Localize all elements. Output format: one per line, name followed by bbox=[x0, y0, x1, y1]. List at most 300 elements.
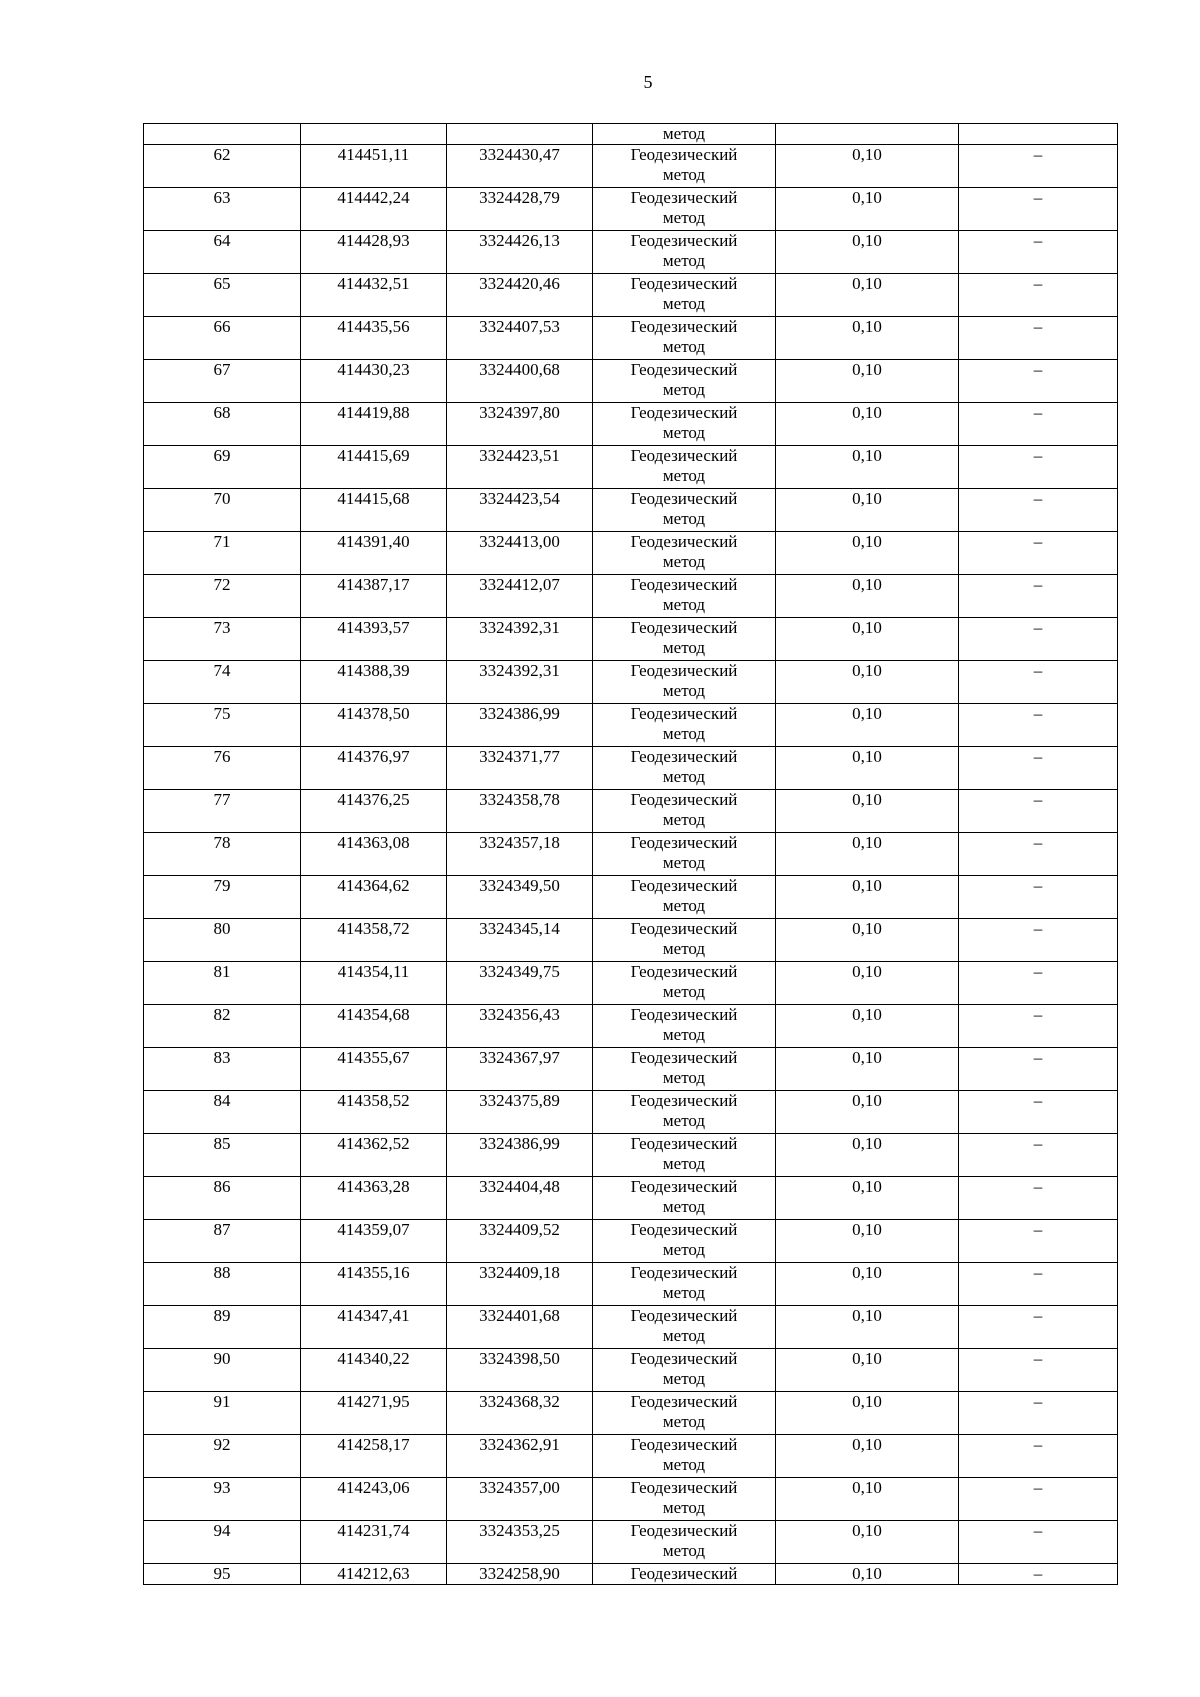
cell-y bbox=[447, 446, 593, 489]
cell-point-number-text: 86 bbox=[213, 1177, 231, 1196]
cell-point-number-text: 63 bbox=[213, 188, 231, 207]
cell-note bbox=[959, 489, 1118, 532]
cell-note-text: – bbox=[1033, 446, 1043, 465]
cell-x bbox=[301, 661, 447, 704]
cell-note bbox=[959, 1005, 1118, 1048]
cell-point-number bbox=[144, 1048, 301, 1091]
cell-y-text: 3324357,18 bbox=[479, 833, 560, 852]
cell-accuracy bbox=[776, 919, 959, 962]
cell-point-number-text: 93 bbox=[213, 1478, 231, 1497]
cell-accuracy-text: 0,10 bbox=[852, 661, 882, 680]
method-text: метод bbox=[662, 337, 706, 356]
cell-point-number-text: 67 bbox=[213, 360, 231, 379]
cell-note bbox=[959, 1091, 1118, 1134]
cell-point-number-text: 76 bbox=[213, 747, 231, 766]
cell-x-text: 414387,17 bbox=[337, 575, 410, 594]
method-text: Геодезический bbox=[630, 1177, 738, 1196]
cell-note bbox=[959, 1263, 1118, 1306]
cell-method bbox=[593, 962, 776, 1005]
cell-x-text: 414358,72 bbox=[337, 919, 410, 938]
table-row bbox=[144, 1435, 1118, 1478]
cell-method bbox=[593, 919, 776, 962]
cell-note bbox=[959, 919, 1118, 962]
cell-y bbox=[447, 833, 593, 876]
cell-note-text: – bbox=[1033, 403, 1043, 422]
cell-method bbox=[593, 1306, 776, 1349]
cell-point-number-text: 68 bbox=[213, 403, 231, 422]
cell-accuracy bbox=[776, 360, 959, 403]
table-row bbox=[144, 145, 1118, 188]
cell-point-number-text: 66 bbox=[213, 317, 231, 336]
cell-point-number-text: 80 bbox=[213, 919, 231, 938]
cell-point-number bbox=[144, 1521, 301, 1564]
cell-y-text: 3324349,75 bbox=[479, 962, 560, 981]
cell-accuracy bbox=[776, 1521, 959, 1564]
cell-method bbox=[593, 317, 776, 360]
cell-x bbox=[301, 1564, 447, 1585]
method-text: Геодезический bbox=[630, 876, 738, 895]
cell-y-text: 3324353,25 bbox=[479, 1521, 560, 1540]
cell-method bbox=[593, 124, 776, 145]
method-text: метод bbox=[662, 982, 706, 1001]
cell-method bbox=[593, 489, 776, 532]
cell-point-number-text: 74 bbox=[213, 661, 231, 680]
continuation-row bbox=[144, 124, 1118, 145]
cell-x-text: 414347,41 bbox=[337, 1306, 410, 1325]
cell-x-text: 414428,93 bbox=[337, 231, 410, 250]
cell-note bbox=[959, 360, 1118, 403]
cell-point-number bbox=[144, 962, 301, 1005]
cell-point-number bbox=[144, 1220, 301, 1263]
method-text: Геодезический bbox=[630, 403, 738, 422]
cell-y bbox=[447, 618, 593, 661]
table-row bbox=[144, 747, 1118, 790]
cell-y-text: 3324258,90 bbox=[479, 1564, 560, 1583]
cell-y bbox=[447, 317, 593, 360]
cell-point-number bbox=[144, 274, 301, 317]
cell-note-text: – bbox=[1033, 1048, 1043, 1067]
cell-y bbox=[447, 962, 593, 1005]
method-text: Геодезический bbox=[630, 317, 738, 336]
cell-accuracy-text: 0,10 bbox=[852, 231, 882, 250]
cell-accuracy-text: 0,10 bbox=[852, 618, 882, 637]
page-number: 5 bbox=[643, 72, 653, 92]
cell-x bbox=[301, 1521, 447, 1564]
cell-x-text: 414435,56 bbox=[337, 317, 410, 336]
cell-note bbox=[959, 1306, 1118, 1349]
cell-x-text: 414363,08 bbox=[337, 833, 410, 852]
cell-accuracy-text: 0,10 bbox=[852, 704, 882, 723]
cell-point-number-text: 64 bbox=[213, 231, 231, 250]
cell-y bbox=[447, 876, 593, 919]
cell-accuracy bbox=[776, 618, 959, 661]
method-text: метод bbox=[662, 380, 706, 399]
cell-accuracy bbox=[776, 1220, 959, 1263]
method-text: метод bbox=[662, 251, 706, 270]
cell-x bbox=[301, 489, 447, 532]
cell-note-text: – bbox=[1033, 1091, 1043, 1110]
method-text: метод bbox=[662, 1240, 706, 1259]
cell-point-number bbox=[144, 790, 301, 833]
method-text: Геодезический bbox=[630, 188, 738, 207]
cell-note-text: – bbox=[1033, 360, 1043, 379]
cell-x-text: 414376,97 bbox=[337, 747, 410, 766]
method-text: Геодезический bbox=[630, 575, 738, 594]
cell-point-number bbox=[144, 360, 301, 403]
cell-y-text: 3324412,07 bbox=[479, 575, 560, 594]
cell-y bbox=[447, 145, 593, 188]
cell-accuracy bbox=[776, 274, 959, 317]
cell-point-number-text: 92 bbox=[213, 1435, 231, 1454]
cell-point-number-text: 87 bbox=[213, 1220, 231, 1239]
cell-accuracy-text: 0,10 bbox=[852, 1263, 882, 1282]
method-text: Геодезический bbox=[630, 747, 738, 766]
cell-note bbox=[959, 1048, 1118, 1091]
method-text: Геодезический bbox=[630, 446, 738, 465]
cell-point-number-text: 65 bbox=[213, 274, 231, 293]
cell-accuracy bbox=[776, 1005, 959, 1048]
cell-y bbox=[447, 489, 593, 532]
cell-point-number-text: 81 bbox=[213, 962, 231, 981]
cell-y bbox=[447, 661, 593, 704]
cell-accuracy bbox=[776, 1392, 959, 1435]
method-text: метод bbox=[662, 1283, 706, 1302]
cell-x bbox=[301, 876, 447, 919]
cell-method bbox=[593, 1220, 776, 1263]
cell-x bbox=[301, 1306, 447, 1349]
cell-y bbox=[447, 1564, 593, 1585]
cell-accuracy bbox=[776, 661, 959, 704]
cell-point-number-text: 70 bbox=[213, 489, 231, 508]
cell-accuracy-text: 0,10 bbox=[852, 1349, 882, 1368]
cell-point-number-text: 95 bbox=[213, 1564, 231, 1583]
cell-method bbox=[593, 704, 776, 747]
cell-x bbox=[301, 1478, 447, 1521]
cell-x-text: 414231,74 bbox=[337, 1521, 410, 1540]
cell-x bbox=[301, 317, 447, 360]
cell-point-number-text: 62 bbox=[213, 145, 231, 164]
cell-accuracy bbox=[776, 1048, 959, 1091]
coordinates-table bbox=[143, 123, 1118, 1585]
table-row bbox=[144, 618, 1118, 661]
cell-accuracy-text: 0,10 bbox=[852, 1134, 882, 1153]
cell-accuracy bbox=[776, 446, 959, 489]
cell-x-text: 414271,95 bbox=[337, 1392, 410, 1411]
cell-accuracy bbox=[776, 532, 959, 575]
method-text: метод bbox=[662, 681, 706, 700]
cell-accuracy bbox=[776, 1177, 959, 1220]
table-row bbox=[144, 446, 1118, 489]
cell-accuracy-text: 0,10 bbox=[852, 747, 882, 766]
cell-point-number-text: 84 bbox=[213, 1091, 231, 1110]
cell-x bbox=[301, 790, 447, 833]
cell-y bbox=[447, 1134, 593, 1177]
cell-accuracy bbox=[776, 188, 959, 231]
method-text: метод bbox=[662, 1498, 706, 1517]
cell-note bbox=[959, 1478, 1118, 1521]
cell-y bbox=[447, 231, 593, 274]
table-row bbox=[144, 1306, 1118, 1349]
cell-method bbox=[593, 274, 776, 317]
cell-note bbox=[959, 403, 1118, 446]
cell-method bbox=[593, 1564, 776, 1585]
cell-x-text: 414391,40 bbox=[337, 532, 410, 551]
cell-point-number bbox=[144, 1177, 301, 1220]
cell-x-text: 414442,24 bbox=[337, 188, 410, 207]
cell-accuracy bbox=[776, 489, 959, 532]
method-text: метод bbox=[662, 509, 706, 528]
cell-y-text: 3324392,31 bbox=[479, 618, 560, 637]
method-text: метод bbox=[662, 896, 706, 915]
cell-y bbox=[447, 1349, 593, 1392]
cell-point-number-text: 85 bbox=[213, 1134, 231, 1153]
cell-x bbox=[301, 1005, 447, 1048]
cell-note bbox=[959, 1435, 1118, 1478]
table-row bbox=[144, 1564, 1118, 1585]
method-text: Геодезический bbox=[630, 1306, 738, 1325]
cell-x bbox=[301, 1349, 447, 1392]
cell-accuracy-text: 0,10 bbox=[852, 403, 882, 422]
cell-accuracy bbox=[776, 876, 959, 919]
cell-note bbox=[959, 704, 1118, 747]
cell-point-number bbox=[144, 876, 301, 919]
cell-note bbox=[959, 145, 1118, 188]
cell-x-text: 414354,11 bbox=[337, 962, 410, 981]
cell-accuracy bbox=[776, 833, 959, 876]
cell-y bbox=[447, 532, 593, 575]
cell-accuracy-text: 0,10 bbox=[852, 1478, 882, 1497]
cell-note bbox=[959, 231, 1118, 274]
cell-method bbox=[593, 833, 776, 876]
cell-y-text: 3324356,43 bbox=[479, 1005, 560, 1024]
cell-method bbox=[593, 188, 776, 231]
method-text: метод bbox=[662, 208, 706, 227]
cell-note bbox=[959, 618, 1118, 661]
cell-x bbox=[301, 231, 447, 274]
cell-point-number-text: 88 bbox=[213, 1263, 231, 1282]
cell-point-number bbox=[144, 661, 301, 704]
cell-method bbox=[593, 1005, 776, 1048]
method-text: метод bbox=[662, 165, 706, 184]
cell-accuracy-text: 0,10 bbox=[852, 188, 882, 207]
cell-note-text: – bbox=[1033, 1306, 1043, 1325]
method-text: метод bbox=[662, 1068, 706, 1087]
cell-method bbox=[593, 403, 776, 446]
table-row bbox=[144, 1177, 1118, 1220]
cell-accuracy-text: 0,10 bbox=[852, 962, 882, 981]
cell-note-text: – bbox=[1033, 317, 1043, 336]
cell-x bbox=[301, 1048, 447, 1091]
cell-note bbox=[959, 1392, 1118, 1435]
cell-method bbox=[593, 145, 776, 188]
table-row bbox=[144, 962, 1118, 1005]
cell-point-number-text: 89 bbox=[213, 1306, 231, 1325]
method-text: метод bbox=[662, 1369, 706, 1388]
method-text: метод bbox=[662, 939, 706, 958]
cell-x-text: 414354,68 bbox=[337, 1005, 410, 1024]
cell-x-text: 414415,68 bbox=[337, 489, 410, 508]
cell-y bbox=[447, 790, 593, 833]
cell-note bbox=[959, 962, 1118, 1005]
cell-note-text: – bbox=[1033, 1263, 1043, 1282]
cell-accuracy bbox=[776, 1263, 959, 1306]
table-row bbox=[144, 489, 1118, 532]
cell-point-number bbox=[144, 1091, 301, 1134]
cell-note-text: – bbox=[1033, 790, 1043, 809]
cell-x-text: 414359,07 bbox=[337, 1220, 410, 1239]
cell-y-text: 3324409,52 bbox=[479, 1220, 560, 1239]
cell-method bbox=[593, 446, 776, 489]
method-text: Геодезический bbox=[630, 231, 738, 250]
cell-note bbox=[959, 1220, 1118, 1263]
cell-accuracy bbox=[776, 317, 959, 360]
table-row bbox=[144, 1091, 1118, 1134]
cell-x-text: 414393,57 bbox=[337, 618, 410, 637]
cell-method bbox=[593, 1134, 776, 1177]
cell-point-number bbox=[144, 704, 301, 747]
cell-point-number-text: 73 bbox=[213, 618, 231, 637]
method-text: Геодезический bbox=[630, 1392, 738, 1411]
method-text: метод bbox=[662, 595, 706, 614]
cell-y-text: 3324367,97 bbox=[479, 1048, 560, 1067]
cell-point-number-text: 69 bbox=[213, 446, 231, 465]
cell-note-text: – bbox=[1033, 231, 1043, 250]
method-text: метод bbox=[662, 124, 706, 143]
cell-accuracy-text: 0,10 bbox=[852, 876, 882, 895]
cell-x-text: 414355,67 bbox=[337, 1048, 410, 1067]
cell-note bbox=[959, 124, 1118, 145]
method-text: метод bbox=[662, 1154, 706, 1173]
method-text: метод bbox=[662, 1111, 706, 1130]
method-text: Геодезический bbox=[630, 1478, 738, 1497]
cell-x-text: 414243,06 bbox=[337, 1478, 410, 1497]
method-text: Геодезический bbox=[630, 489, 738, 508]
cell-point-number bbox=[144, 188, 301, 231]
method-text: метод bbox=[662, 638, 706, 657]
cell-x-text: 414451,11 bbox=[337, 145, 410, 164]
cell-y bbox=[447, 919, 593, 962]
method-text: Геодезический bbox=[630, 833, 738, 852]
cell-y bbox=[447, 1435, 593, 1478]
table-row bbox=[144, 1048, 1118, 1091]
method-text: метод bbox=[662, 1455, 706, 1474]
cell-y bbox=[447, 1220, 593, 1263]
cell-accuracy bbox=[776, 575, 959, 618]
table-row bbox=[144, 919, 1118, 962]
cell-y-text: 3324426,13 bbox=[479, 231, 560, 250]
cell-x-text: 414362,52 bbox=[337, 1134, 410, 1153]
cell-note bbox=[959, 575, 1118, 618]
method-text: Геодезический bbox=[630, 1220, 738, 1239]
cell-y-text: 3324423,54 bbox=[479, 489, 560, 508]
method-text: Геодезический bbox=[630, 532, 738, 551]
cell-y-text: 3324423,51 bbox=[479, 446, 560, 465]
table-row bbox=[144, 1478, 1118, 1521]
cell-accuracy bbox=[776, 1306, 959, 1349]
cell-note-text: – bbox=[1033, 1220, 1043, 1239]
cell-point-number bbox=[144, 231, 301, 274]
cell-method bbox=[593, 876, 776, 919]
cell-x-text: 414212,63 bbox=[337, 1564, 410, 1583]
cell-x bbox=[301, 919, 447, 962]
cell-x bbox=[301, 1091, 447, 1134]
cell-note bbox=[959, 747, 1118, 790]
cell-note-text: – bbox=[1033, 919, 1043, 938]
cell-x bbox=[301, 403, 447, 446]
cell-x bbox=[301, 618, 447, 661]
cell-method bbox=[593, 360, 776, 403]
cell-x bbox=[301, 124, 447, 145]
cell-note-text: – bbox=[1033, 575, 1043, 594]
cell-note-text: – bbox=[1033, 274, 1043, 293]
cell-y-text: 3324397,80 bbox=[479, 403, 560, 422]
cell-x-text: 414258,17 bbox=[337, 1435, 410, 1454]
cell-y-text: 3324430,47 bbox=[479, 145, 560, 164]
cell-y bbox=[447, 1306, 593, 1349]
cell-method bbox=[593, 1392, 776, 1435]
cell-accuracy-text: 0,10 bbox=[852, 1220, 882, 1239]
method-text: метод bbox=[662, 1197, 706, 1216]
table-row bbox=[144, 1349, 1118, 1392]
cell-y bbox=[447, 575, 593, 618]
cell-x-text: 414430,23 bbox=[337, 360, 410, 379]
cell-method bbox=[593, 1177, 776, 1220]
cell-x-text: 414364,62 bbox=[337, 876, 410, 895]
cell-x-text: 414355,16 bbox=[337, 1263, 410, 1282]
cell-x bbox=[301, 145, 447, 188]
cell-accuracy-text: 0,10 bbox=[852, 360, 882, 379]
cell-point-number bbox=[144, 1564, 301, 1585]
cell-x bbox=[301, 1220, 447, 1263]
cell-y-text: 3324398,50 bbox=[479, 1349, 560, 1368]
cell-note bbox=[959, 446, 1118, 489]
cell-method bbox=[593, 1091, 776, 1134]
method-text: Геодезический bbox=[630, 1091, 738, 1110]
cell-method bbox=[593, 1263, 776, 1306]
cell-y bbox=[447, 747, 593, 790]
cell-note-text: – bbox=[1033, 1392, 1043, 1411]
cell-method bbox=[593, 575, 776, 618]
cell-x bbox=[301, 532, 447, 575]
cell-y-text: 3324362,91 bbox=[479, 1435, 560, 1454]
cell-accuracy bbox=[776, 790, 959, 833]
table-row bbox=[144, 360, 1118, 403]
cell-note-text: – bbox=[1033, 1521, 1043, 1540]
cell-note bbox=[959, 790, 1118, 833]
cell-y-text: 3324401,68 bbox=[479, 1306, 560, 1325]
cell-point-number bbox=[144, 1349, 301, 1392]
cell-note-text: – bbox=[1033, 1349, 1043, 1368]
cell-point-number bbox=[144, 919, 301, 962]
cell-accuracy-text: 0,10 bbox=[852, 1177, 882, 1196]
cell-method bbox=[593, 1478, 776, 1521]
table-row bbox=[144, 876, 1118, 919]
method-text: метод bbox=[662, 1025, 706, 1044]
method-text: метод bbox=[662, 810, 706, 829]
table-row bbox=[144, 188, 1118, 231]
cell-note-text: – bbox=[1033, 876, 1043, 895]
cell-accuracy bbox=[776, 124, 959, 145]
cell-note-text: – bbox=[1033, 747, 1043, 766]
cell-accuracy bbox=[776, 962, 959, 1005]
cell-note-text: – bbox=[1033, 833, 1043, 852]
cell-x bbox=[301, 1392, 447, 1435]
cell-note bbox=[959, 1134, 1118, 1177]
cell-point-number bbox=[144, 317, 301, 360]
cell-note-text: – bbox=[1033, 1177, 1043, 1196]
cell-accuracy-text: 0,10 bbox=[852, 1564, 882, 1583]
cell-y-text: 3324428,79 bbox=[479, 188, 560, 207]
